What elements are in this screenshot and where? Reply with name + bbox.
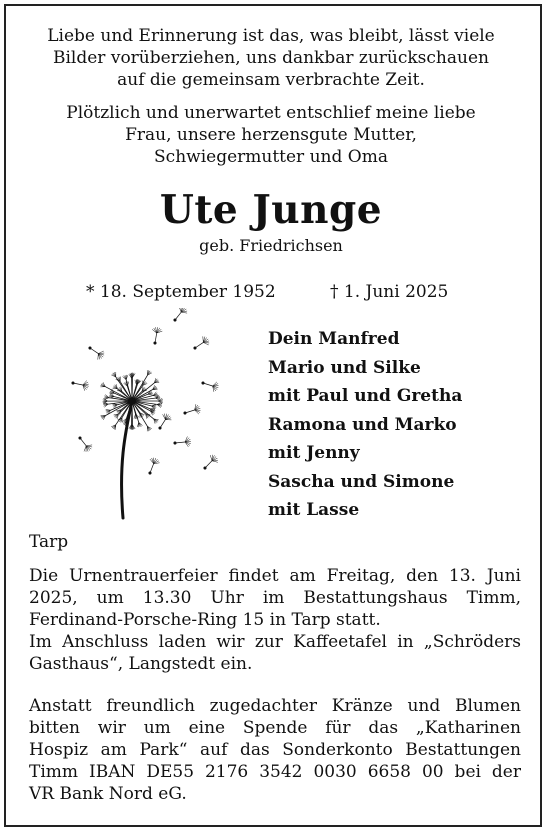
mourner-line: Sascha und Simone [268, 471, 455, 492]
mourner-line: Mario und Silke [268, 357, 421, 378]
service-line: Die Urnentrauerfeier findet am Freitag, den 13. Juni [29, 566, 521, 586]
service-line: 2025, um 13.30 Uhr im Bestattungshaus Timm, [29, 588, 521, 608]
intro-line: Frau, unsere herzensgute Mutter, [125, 125, 417, 145]
dandelion-icon [55, 308, 235, 528]
donation-info [29, 695, 521, 805]
intro-line: Schwiegermutter und Oma [154, 147, 388, 167]
mourner-line: mit Jenny [268, 443, 360, 463]
intro-line: Plötzlich und unerwartet entschlief meine liebe [66, 103, 476, 123]
coffee-line: Gasthaus“, Langstedt ein. [29, 654, 253, 674]
motto-verse [0, 25, 542, 91]
mourner-line: mit Paul und Gretha [268, 386, 463, 406]
death-date: † 1. Juni 2025 [330, 282, 449, 302]
mourner-line: Dein Manfred [268, 329, 400, 349]
deceased-name: Ute Junge [159, 187, 383, 233]
donation-line: Timm IBAN DE55 2176 3542 0030 6658 00 bei der [29, 762, 521, 782]
motto-line: auf die gemeinsam verbrachte Zeit. [117, 70, 425, 90]
birth-date: * 18. September 1952 [86, 282, 276, 302]
mourner-line: Ramona und Marko [268, 414, 457, 435]
mourners-list [268, 325, 462, 525]
donation-line: VR Bank Nord eG. [29, 784, 187, 804]
motto-line: Bilder vorüberziehen, uns dankbar zurückschauen [53, 48, 489, 68]
place-name: Tarp [29, 532, 69, 552]
donation-line: bitten wir um eine Spende für das „Katharinen [29, 718, 521, 738]
mourner-line: mit Lasse [268, 500, 360, 520]
donation-line: Anstatt freundlich zugedachter Kränze und Blumen [29, 696, 521, 716]
motto-line: Liebe und Erinnerung ist das, was bleibt, lässt viele [47, 26, 495, 46]
maiden-name: geb. Friedrichsen [199, 236, 343, 255]
service-line: Ferdinand-Porsche-Ring 15 in Tarp statt. [29, 610, 381, 630]
intro-text [0, 102, 542, 168]
coffee-line: Im Anschluss laden wir zur Kaffeetafel in „Schröders [29, 632, 521, 652]
service-info [29, 565, 521, 631]
coffee-info [29, 631, 521, 675]
donation-line: Hospiz am Park“ auf das Sonderkonto Bestattungen [29, 740, 521, 760]
